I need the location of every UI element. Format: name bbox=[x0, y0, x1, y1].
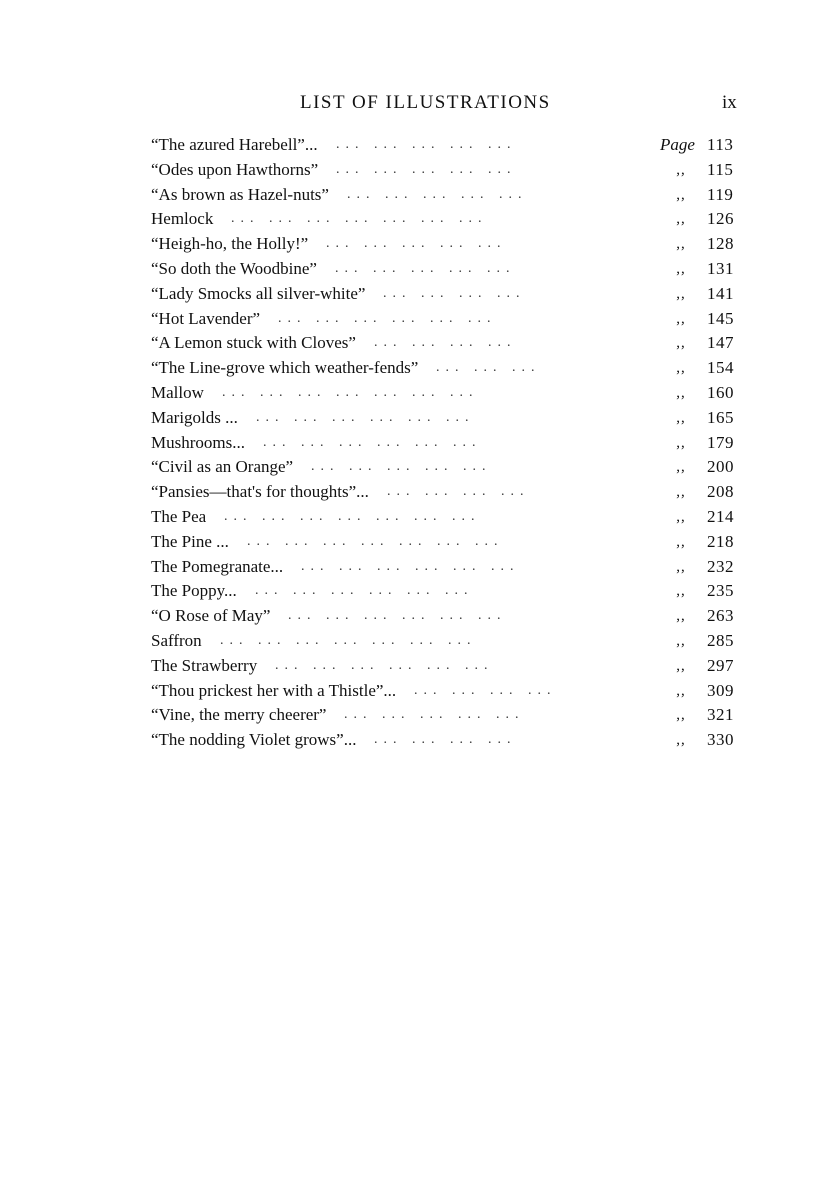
leader-dots: ... ... ... ... ... bbox=[326, 236, 507, 252]
leader-dots: ... ... ... ... ... ... bbox=[288, 608, 507, 624]
leader-dots: ... ... ... ... ... ... bbox=[301, 558, 520, 574]
list-item bbox=[0, 356, 840, 381]
entry-page: 119 bbox=[707, 184, 734, 204]
entry-page: 154 bbox=[707, 358, 734, 378]
ditto-mark: ,, bbox=[676, 732, 686, 749]
entry-page: 218 bbox=[707, 531, 734, 551]
entry-page: 285 bbox=[707, 630, 734, 650]
entry-title: The Strawberry bbox=[151, 655, 258, 675]
leader-dots: ... ... ... ... ... bbox=[335, 260, 516, 276]
list-item bbox=[0, 679, 840, 704]
entry-title: Mushrooms... bbox=[151, 432, 245, 452]
page-number: ix bbox=[722, 92, 737, 113]
entry-title: “So doth the Woodbine” bbox=[151, 258, 317, 278]
entry-page: 232 bbox=[707, 556, 734, 576]
entry-title: “The Line-grove which weather-fends” bbox=[151, 358, 419, 378]
page-label: Page bbox=[660, 135, 695, 154]
list-item bbox=[0, 455, 840, 480]
entry-page: 235 bbox=[707, 581, 734, 601]
ditto-mark: ,, bbox=[676, 533, 686, 550]
entry-title: “Odes upon Hawthorns” bbox=[151, 159, 319, 179]
leader-dots: ... ... ... ... ... ... bbox=[255, 583, 474, 599]
entry-title: The Pomegranate... bbox=[151, 556, 284, 576]
entry-title: “Pansies—that's for thoughts”... bbox=[151, 482, 369, 502]
entry-page: 165 bbox=[707, 407, 734, 427]
ditto-mark: ,, bbox=[676, 186, 686, 203]
entry-page: 147 bbox=[707, 333, 734, 353]
entry-page: 321 bbox=[707, 705, 734, 725]
entry-title: Hemlock bbox=[151, 209, 214, 229]
leader-dots: ... ... ... ... ... ... bbox=[256, 409, 475, 425]
ditto-mark: ,, bbox=[676, 707, 686, 724]
ditto-mark: ,, bbox=[676, 161, 686, 178]
entry-page: 145 bbox=[707, 308, 734, 328]
ditto-mark: ,, bbox=[676, 608, 686, 625]
ditto-mark: ,, bbox=[676, 682, 686, 699]
entry-page: 297 bbox=[707, 655, 734, 675]
list-item bbox=[0, 207, 840, 232]
list-item bbox=[0, 604, 840, 629]
list-item bbox=[0, 282, 840, 307]
ditto-mark: ,, bbox=[676, 583, 686, 600]
list-item bbox=[0, 381, 840, 406]
entry-title: “Lady Smocks all silver-white” bbox=[151, 283, 366, 303]
list-item bbox=[0, 331, 840, 356]
running-title: LIST OF ILLUSTRATIONS bbox=[300, 92, 551, 113]
list-item bbox=[0, 133, 840, 158]
entry-title: Saffron bbox=[151, 630, 202, 650]
entry-title: The Pea bbox=[151, 506, 207, 526]
list-item bbox=[0, 406, 840, 431]
ditto-mark: ,, bbox=[676, 285, 686, 302]
ditto-mark: ,, bbox=[676, 434, 686, 451]
entry-title: The Poppy... bbox=[151, 581, 237, 601]
entry-page: 160 bbox=[707, 382, 734, 402]
entry-title: “A Lemon stuck with Cloves” bbox=[151, 333, 356, 353]
list-item bbox=[0, 505, 840, 530]
ditto-mark: ,, bbox=[676, 558, 686, 575]
leader-dots: ... ... ... ... bbox=[374, 335, 517, 351]
entry-title: “Civil as an Orange” bbox=[151, 457, 294, 477]
leader-dots: ... ... ... ... ... ... bbox=[275, 657, 494, 673]
leader-dots: ... ... ... ... ... bbox=[336, 137, 517, 152]
list-item bbox=[0, 183, 840, 208]
entry-title: The Pine ... bbox=[151, 531, 229, 551]
leader-dots: ... ... ... ... ... ... ... bbox=[247, 533, 504, 549]
list-item bbox=[0, 703, 840, 728]
leader-dots: ... ... ... bbox=[436, 360, 541, 376]
list-item bbox=[0, 158, 840, 183]
ditto-mark: ,, bbox=[676, 260, 686, 277]
list-item bbox=[0, 480, 840, 505]
ditto-mark: ,, bbox=[676, 508, 686, 525]
entry-page: 330 bbox=[707, 730, 734, 750]
entry-page: 141 bbox=[707, 283, 734, 303]
entry-page: 214 bbox=[707, 506, 734, 526]
entry-page: 128 bbox=[707, 234, 734, 254]
list-item bbox=[0, 728, 840, 753]
ditto-mark: ,, bbox=[676, 484, 686, 501]
entry-page: 115 bbox=[707, 159, 734, 179]
leader-dots: ... ... ... ... ... ... ... bbox=[231, 211, 488, 227]
ditto-mark: ,, bbox=[676, 211, 686, 228]
entry-page: 113 bbox=[707, 135, 734, 154]
entry-page: 126 bbox=[707, 209, 734, 229]
leader-dots: ... ... ... ... ... ... bbox=[278, 310, 497, 326]
entry-page: 208 bbox=[707, 482, 734, 502]
leader-dots: ... ... ... ... ... bbox=[347, 186, 528, 202]
leader-dots: ... ... ... ... bbox=[383, 285, 526, 301]
entry-title: “Heigh-ho, the Holly!” bbox=[151, 234, 309, 254]
ditto-mark: ,, bbox=[676, 236, 686, 253]
entry-page: 200 bbox=[707, 457, 734, 477]
ditto-mark: ,, bbox=[676, 384, 686, 401]
ditto-mark: ,, bbox=[676, 459, 686, 476]
list-item bbox=[0, 530, 840, 555]
entry-title: Mallow bbox=[151, 382, 204, 402]
list-item bbox=[0, 654, 840, 679]
leader-dots: ... ... ... ... bbox=[387, 484, 530, 500]
list-item bbox=[0, 257, 840, 282]
ditto-mark: ,, bbox=[676, 360, 686, 377]
entry-title: “The nodding Violet grows”... bbox=[151, 730, 357, 750]
leader-dots: ... ... ... ... ... bbox=[336, 161, 517, 177]
ditto-mark: ,, bbox=[676, 657, 686, 674]
entry-page: 179 bbox=[707, 432, 734, 452]
leader-dots: ... ... ... ... ... bbox=[311, 459, 492, 475]
entry-page: 263 bbox=[707, 606, 734, 626]
leader-dots: ... ... ... ... ... ... bbox=[263, 434, 482, 450]
ditto-mark: ,, bbox=[676, 409, 686, 426]
entry-title: Marigolds ... bbox=[151, 407, 238, 427]
entry-title: “Hot Lavender” bbox=[151, 308, 261, 328]
list-item bbox=[0, 307, 840, 332]
entry-title: “The azured Harebell”... bbox=[151, 135, 318, 154]
list-item bbox=[0, 431, 840, 456]
entry-title: “Vine, the merry cheerer” bbox=[151, 705, 327, 725]
leader-dots: ... ... ... ... ... ... ... bbox=[222, 384, 479, 400]
leader-dots: ... ... ... ... ... bbox=[344, 707, 525, 723]
illustrations-list bbox=[0, 133, 840, 753]
entry-page: 309 bbox=[707, 680, 734, 700]
list-item bbox=[0, 629, 840, 654]
ditto-mark: ,, bbox=[676, 335, 686, 352]
leader-dots: ... ... ... ... bbox=[374, 732, 517, 748]
ditto-mark: ,, bbox=[676, 310, 686, 327]
list-item bbox=[0, 579, 840, 604]
leader-dots: ... ... ... ... ... ... ... bbox=[224, 508, 481, 524]
entry-title: “O Rose of May” bbox=[151, 606, 271, 626]
entry-title: “Thou prickest her with a Thistle”... bbox=[151, 680, 397, 700]
leader-dots: ... ... ... ... bbox=[414, 682, 557, 698]
ditto-mark: ,, bbox=[676, 632, 686, 649]
list-item bbox=[0, 555, 840, 580]
leader-dots: ... ... ... ... ... ... ... bbox=[220, 632, 477, 648]
list-item bbox=[0, 232, 840, 257]
entry-page: 131 bbox=[707, 258, 734, 278]
entry-title: “As brown as Hazel-nuts” bbox=[151, 184, 329, 204]
